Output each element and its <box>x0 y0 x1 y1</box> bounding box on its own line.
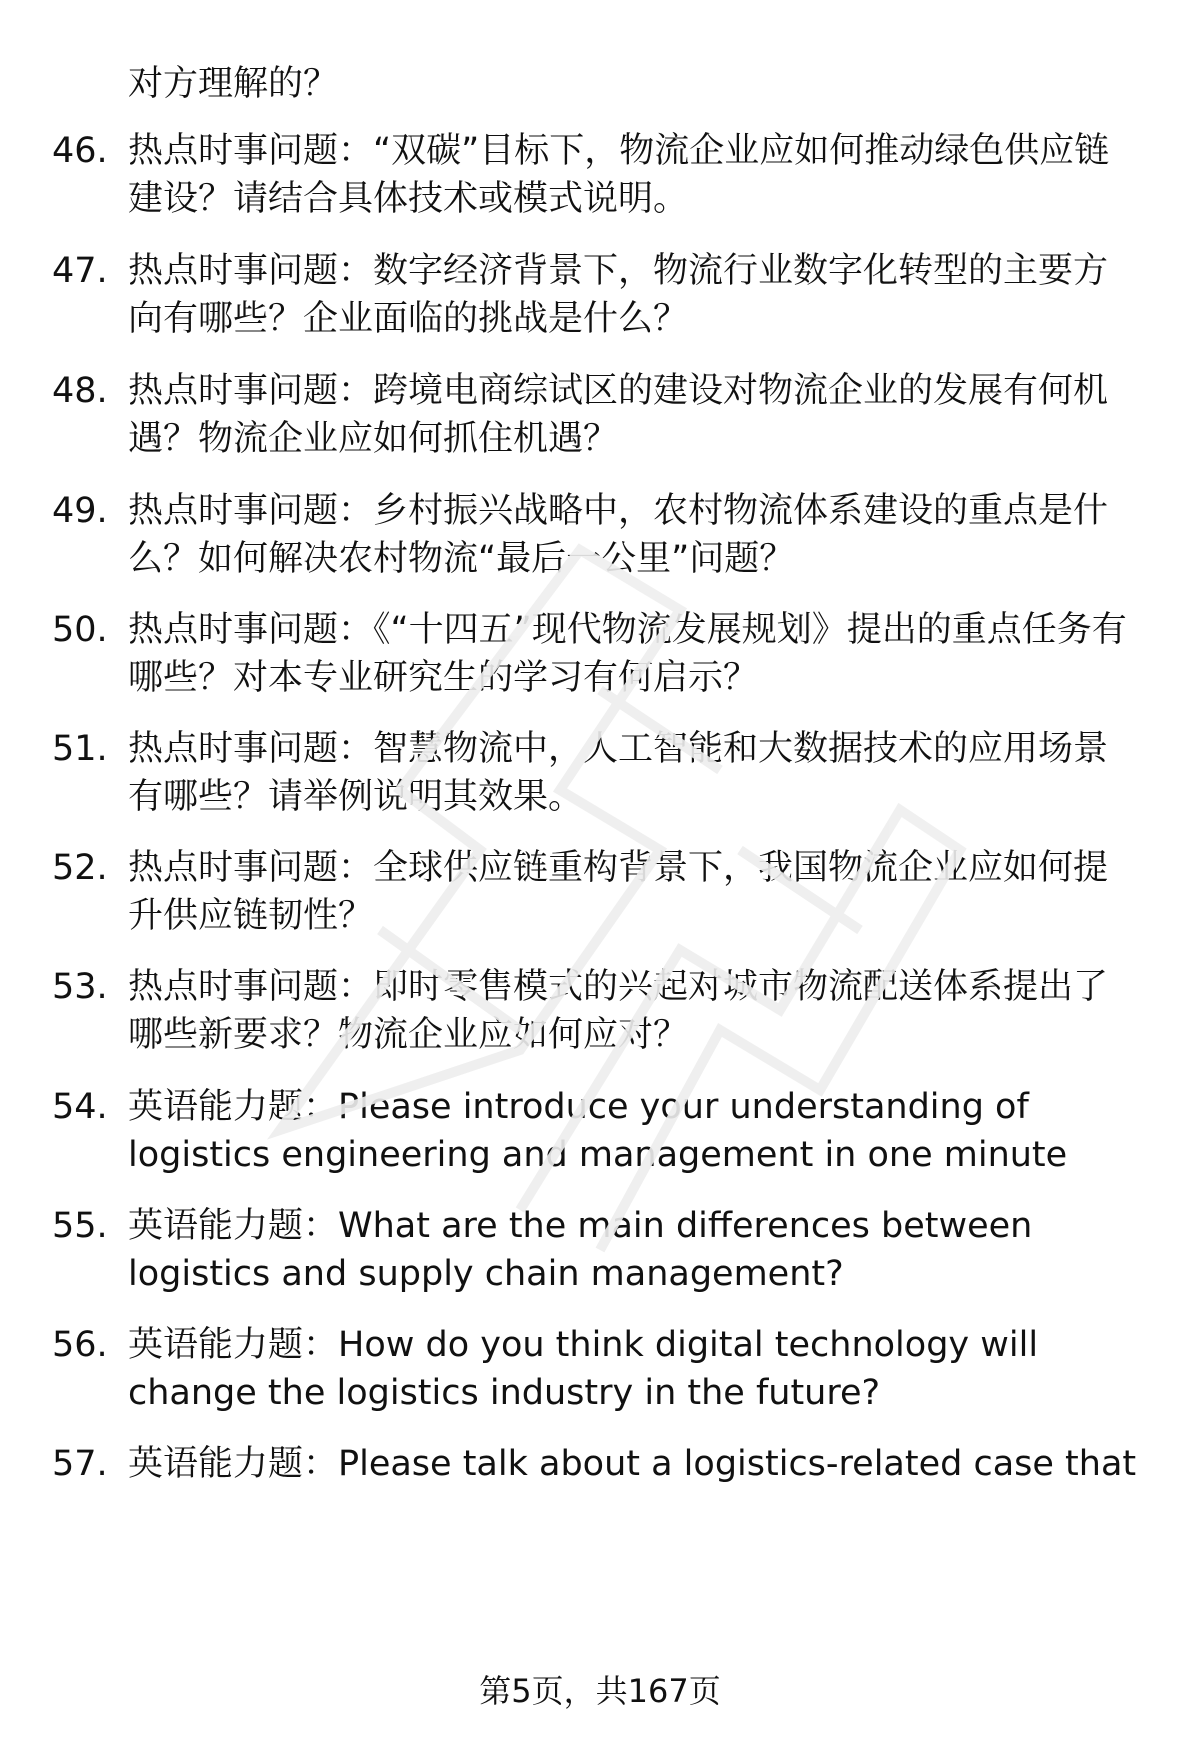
question-text: 热点时事问题：智慧物流中，人工智能和大数据技术的应用场景有哪些？请举例说明其效果。 <box>128 729 1109 817</box>
question-text: 英语能力题：What are the main differences between logistics and supply chain management? <box>128 1206 1033 1294</box>
continuation-text: 对方理解的？ <box>128 64 339 104</box>
question-text: 热点时事问题：数字经济背景下，物流行业数字化转型的主要方向有哪些？企业面临的挑战是什么？ <box>128 251 1109 339</box>
question-number: 48. <box>52 371 108 411</box>
question-number: 53. <box>52 967 108 1007</box>
question-text: 英语能力题：Please talk about a logistics-related case that <box>128 1444 1137 1484</box>
page-footer: 第5页，共167页 <box>479 1672 721 1710</box>
question-number: 50. <box>52 610 108 650</box>
question-number: 51. <box>52 729 108 769</box>
question-number: 52. <box>52 848 108 888</box>
question-text: 热点时事问题：乡村振兴战略中，农村物流体系建设的重点是什么？如何解决农村物流“最后一公里”问题？ <box>128 491 1109 579</box>
question-number: 57. <box>52 1444 108 1484</box>
question-number: 46. <box>52 131 108 171</box>
question-number: 54. <box>52 1087 108 1127</box>
question-text: 热点时事问题：“双碳”目标下，物流企业应如何推动绿色供应链建设？请结合具体技术或模式说明。 <box>128 131 1110 219</box>
question-number: 47. <box>52 251 108 291</box>
question-text: 热点时事问题：跨境电商综试区的建设对物流企业的发展有何机遇？物流企业应如何抓住机遇？ <box>128 371 1109 459</box>
question-number: 56. <box>52 1325 108 1365</box>
question-number: 55. <box>52 1206 108 1246</box>
question-text: 热点时事问题：即时零售模式的兴起对城市物流配送体系提出了哪些新要求？物流企业应如何应对？ <box>128 967 1109 1055</box>
question-text: 英语能力题：How do you think digital technology will change the logistics industry in the future? <box>128 1325 1039 1413</box>
question-number: 49. <box>52 491 108 531</box>
question-text: 热点时事问题：全球供应链重构背景下，我国物流企业应如何提升供应链韧性？ <box>128 848 1109 936</box>
question-text: 英语能力题：Please introduce your understanding of logistics engineering and management in one minute <box>128 1087 1068 1175</box>
question-text: 热点时事问题：《“十四五”现代物流发展规划》提出的重点任务有哪些？对本专业研究生的学习有何启示？ <box>128 610 1127 698</box>
